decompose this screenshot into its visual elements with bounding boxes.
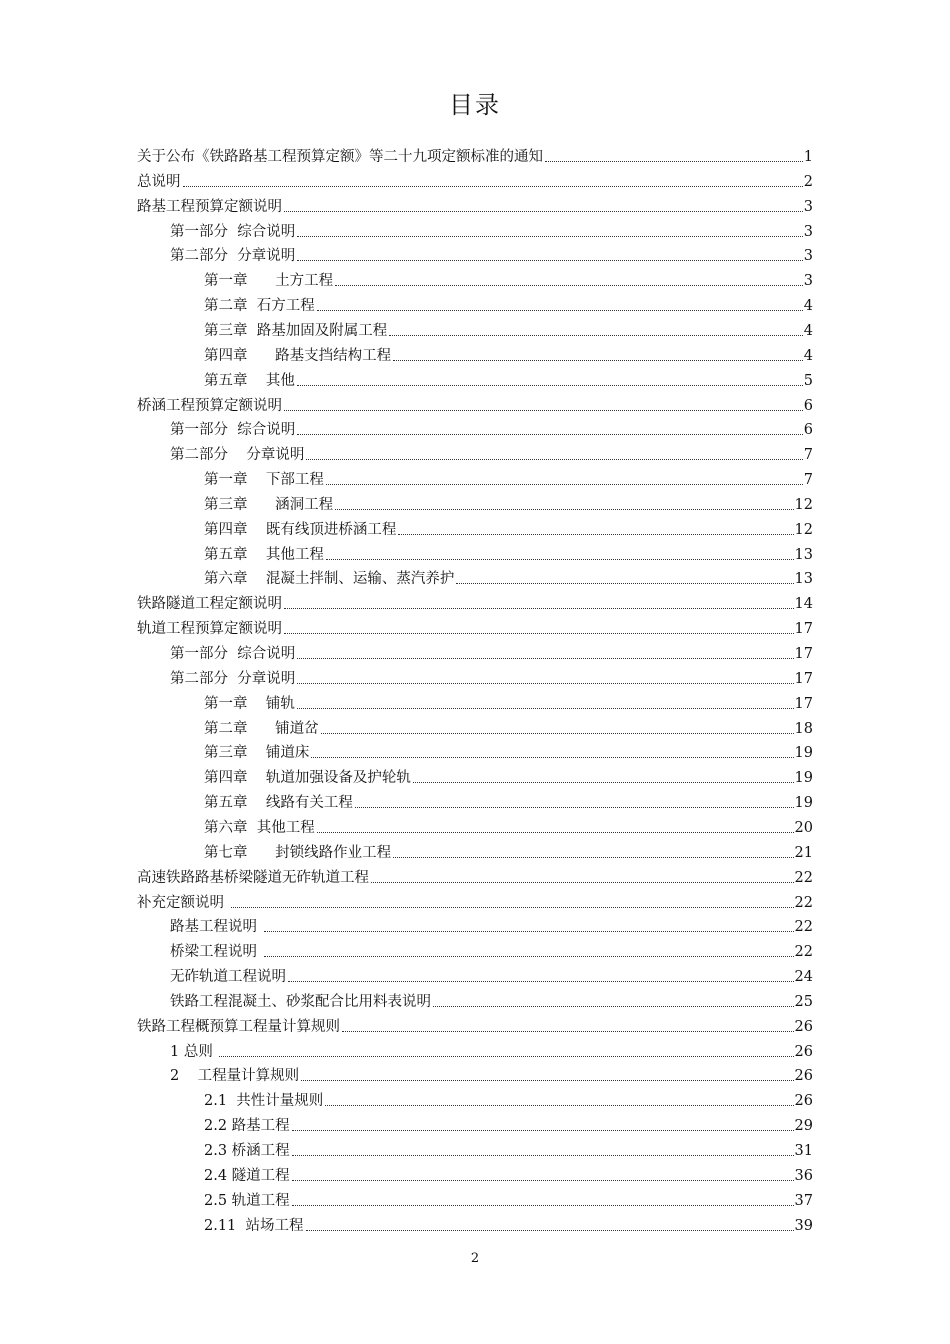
toc-entry[interactable] bbox=[170, 440, 813, 464]
toc-entry-label: 第二章 石方工程 bbox=[204, 298, 315, 315]
toc-dot-leader bbox=[284, 633, 794, 634]
toc-dot-leader bbox=[326, 559, 794, 560]
toc-dot-leader bbox=[335, 509, 793, 510]
toc-entry[interactable] bbox=[204, 1186, 813, 1210]
toc-dot-leader bbox=[389, 335, 803, 336]
toc-entry-page-number: 17 bbox=[794, 670, 813, 687]
toc-entry-page-number: 4 bbox=[803, 298, 813, 315]
toc-dot-leader bbox=[264, 956, 794, 957]
toc-entry-page-number: 26 bbox=[794, 1043, 813, 1060]
toc-entry-page-number: 4 bbox=[803, 347, 813, 364]
toc-entry[interactable] bbox=[204, 564, 813, 588]
toc-dot-leader bbox=[335, 285, 803, 286]
toc-dot-leader bbox=[456, 583, 793, 584]
toc-entry[interactable] bbox=[137, 589, 813, 613]
toc-dot-leader bbox=[413, 782, 794, 783]
toc-entry-label: 第一章 土方工程 bbox=[204, 273, 334, 290]
toc-entry-page-number: 31 bbox=[794, 1143, 813, 1159]
toc-dot-leader bbox=[306, 459, 802, 460]
toc-dot-leader bbox=[292, 1130, 794, 1131]
toc-dot-leader bbox=[342, 1031, 794, 1032]
toc-dot-leader bbox=[297, 236, 803, 237]
toc-entry-label: 第四章 路基支挡结构工程 bbox=[204, 347, 392, 364]
toc-entry-label: 第二部分 分章说明 bbox=[170, 248, 296, 265]
toc-entry[interactable] bbox=[204, 763, 813, 787]
toc-entry-label: 桥梁工程说明 bbox=[170, 944, 262, 961]
toc-entry-page-number: 20 bbox=[794, 819, 813, 836]
toc-entry-page-number: 2 bbox=[803, 173, 813, 190]
toc-entry[interactable] bbox=[137, 863, 813, 887]
toc-entry-label: 第二部分 分章说明 bbox=[170, 670, 296, 687]
toc-dot-leader bbox=[231, 907, 794, 908]
toc-entry-page-number: 22 bbox=[794, 919, 813, 936]
toc-entry-page-number: 7 bbox=[803, 447, 813, 464]
toc-entry-label: 2.3 桥涵工程 bbox=[204, 1143, 290, 1159]
toc-dot-leader bbox=[311, 757, 793, 758]
toc-dot-leader bbox=[297, 385, 803, 386]
toc-dot-leader bbox=[292, 1205, 794, 1206]
toc-entry-page-number: 36 bbox=[794, 1167, 813, 1184]
toc-entry-page-number: 17 bbox=[794, 695, 813, 712]
toc-entry-label: 高速铁路路基桥梁隧道无砟轨道工程 bbox=[137, 869, 369, 886]
toc-entry-page-number: 13 bbox=[794, 546, 813, 563]
toc-entry-page-number: 26 bbox=[794, 1018, 813, 1035]
toc-entry-page-number: 17 bbox=[794, 621, 813, 638]
toc-entry[interactable] bbox=[137, 142, 813, 166]
toc-entry-label: 第三章 涵洞工程 bbox=[204, 496, 334, 513]
toc-dot-leader bbox=[306, 1230, 794, 1231]
toc-entry-label: 2.5 轨道工程 bbox=[204, 1192, 290, 1209]
toc-entry-page-number: 3 bbox=[803, 273, 813, 290]
toc-entry-label: 2.1 共性计量规则 bbox=[204, 1093, 324, 1110]
toc-entry-label: 补充定额说明 bbox=[137, 894, 229, 911]
toc-entry[interactable] bbox=[204, 788, 813, 812]
toc-entry[interactable] bbox=[204, 366, 813, 390]
toc-dot-leader bbox=[292, 1180, 794, 1181]
toc-entry-label: 第四章 轨道加强设备及护轮轨 bbox=[204, 770, 411, 787]
toc-entry-label: 铁路工程概预算工程量计算规则 bbox=[137, 1018, 340, 1035]
page-number: 2 bbox=[470, 1251, 480, 1266]
toc-entry-label: 2.4 隧道工程 bbox=[204, 1167, 290, 1184]
toc-entry-label: 第五章 其他工程 bbox=[204, 546, 324, 563]
toc-dot-leader bbox=[284, 211, 803, 212]
toc-entry[interactable] bbox=[170, 937, 813, 961]
toc-dot-leader bbox=[393, 857, 793, 858]
toc-entry[interactable] bbox=[137, 614, 813, 638]
toc-entry[interactable] bbox=[170, 962, 813, 986]
toc-entry-label: 第二部分 分章说明 bbox=[170, 447, 305, 464]
toc-dot-leader bbox=[371, 882, 794, 883]
toc-entry-page-number: 4 bbox=[803, 322, 813, 339]
toc-entry-page-number: 13 bbox=[794, 571, 813, 588]
page-title: 目录 bbox=[449, 91, 501, 119]
toc-entry-page-number: 3 bbox=[803, 223, 813, 240]
toc-entry[interactable] bbox=[170, 987, 813, 1011]
toc-entry-label: 第一部分 综合说明 bbox=[170, 646, 296, 662]
toc-entry-label: 路基工程预算定额说明 bbox=[137, 198, 282, 215]
toc-entry[interactable] bbox=[204, 1136, 813, 1160]
toc-entry-label: 铁路隧道工程定额说明 bbox=[137, 596, 282, 613]
toc-entry[interactable] bbox=[204, 465, 813, 489]
toc-entry-page-number: 19 bbox=[794, 795, 813, 812]
toc-entry-label: 第一部分 综合说明 bbox=[170, 422, 296, 439]
toc-entry-label: 1 总则 bbox=[170, 1043, 218, 1060]
toc-entry-page-number: 22 bbox=[794, 894, 813, 911]
toc-entry[interactable] bbox=[170, 241, 813, 265]
toc-dot-leader bbox=[297, 708, 794, 709]
toc-entry[interactable] bbox=[137, 167, 813, 191]
toc-entry[interactable] bbox=[204, 714, 813, 738]
toc-dot-leader bbox=[398, 534, 793, 535]
toc-entry[interactable] bbox=[204, 689, 813, 713]
toc-dot-leader bbox=[393, 360, 803, 361]
toc-dot-leader bbox=[301, 1080, 793, 1081]
toc-entry[interactable] bbox=[170, 639, 813, 663]
toc-entry-page-number: 37 bbox=[794, 1192, 813, 1209]
toc-entry-page-number: 6 bbox=[803, 422, 813, 439]
toc-dot-leader bbox=[297, 434, 803, 435]
toc-entry[interactable] bbox=[204, 1086, 813, 1110]
toc-entry[interactable] bbox=[204, 1111, 813, 1135]
toc-entry[interactable] bbox=[204, 738, 813, 762]
toc-entry[interactable] bbox=[170, 217, 813, 241]
toc-entry[interactable] bbox=[204, 291, 813, 315]
toc-entry-label: 2.2 路基工程 bbox=[204, 1118, 290, 1135]
toc-entry-label: 第三章 路基加固及附属工程 bbox=[204, 322, 388, 339]
toc-entry-label: 第七章 封锁线路作业工程 bbox=[204, 844, 392, 861]
toc-entry-label: 总说明 bbox=[137, 173, 181, 190]
toc-entry[interactable] bbox=[204, 1211, 813, 1235]
toc-dot-leader bbox=[264, 931, 794, 932]
toc-entry-page-number: 26 bbox=[794, 1068, 813, 1085]
toc-entry-page-number: 29 bbox=[794, 1118, 813, 1135]
toc-dot-leader bbox=[183, 186, 803, 187]
toc-entry-page-number: 21 bbox=[794, 844, 813, 861]
toc-entry-label: 轨道工程预算定额说明 bbox=[137, 621, 282, 638]
toc-entry[interactable] bbox=[137, 391, 813, 415]
toc-entry-page-number: 18 bbox=[794, 720, 813, 737]
toc-entry-label: 2 工程量计算规则 bbox=[170, 1068, 300, 1085]
toc-entry-label: 铁路工程混凝土、砂浆配合比用料表说明 bbox=[170, 993, 431, 1010]
toc-entry[interactable] bbox=[204, 490, 813, 514]
toc-entry-label: 第一章 铺轨 bbox=[204, 695, 295, 712]
toc-dot-leader bbox=[219, 1056, 793, 1057]
toc-entry-page-number: 19 bbox=[794, 745, 813, 762]
toc-entry[interactable] bbox=[170, 664, 813, 688]
toc-entry-page-number: 7 bbox=[803, 472, 813, 489]
toc-entry-label: 关于公布《铁路路基工程预算定额》等二十九项定额标准的通知 bbox=[137, 149, 543, 165]
toc-entry-label: 第二章 铺道岔 bbox=[204, 720, 319, 737]
toc-dot-leader bbox=[326, 484, 803, 485]
toc-dot-leader bbox=[325, 1105, 793, 1106]
toc-entry[interactable] bbox=[204, 540, 813, 564]
toc-entry[interactable] bbox=[170, 1037, 813, 1061]
toc-dot-leader bbox=[545, 161, 803, 162]
toc-entry-page-number: 26 bbox=[794, 1093, 813, 1110]
toc-entry-label: 第三章 铺道床 bbox=[204, 745, 310, 762]
toc-dot-leader bbox=[297, 260, 803, 261]
toc-entry-label: 桥涵工程预算定额说明 bbox=[137, 397, 282, 414]
toc-dot-leader bbox=[284, 608, 794, 609]
toc-entry[interactable] bbox=[137, 888, 813, 912]
toc-entry-page-number: 1 bbox=[803, 149, 813, 165]
toc-entry[interactable] bbox=[204, 316, 813, 340]
toc-dot-leader bbox=[297, 683, 793, 684]
toc-entry-label: 第四章 既有线顶进桥涵工程 bbox=[204, 521, 397, 538]
toc-dot-leader bbox=[292, 1155, 794, 1156]
toc-dot-leader bbox=[433, 1006, 794, 1007]
toc-entry-label: 第六章 其他工程 bbox=[204, 819, 315, 836]
toc-entry-page-number: 3 bbox=[803, 198, 813, 215]
toc-entry[interactable] bbox=[204, 838, 813, 862]
toc-entry[interactable] bbox=[137, 192, 813, 216]
toc-entry[interactable] bbox=[204, 341, 813, 365]
toc-entry-page-number: 14 bbox=[794, 596, 813, 613]
toc-entry-label: 第六章 混凝土拌制、运输、蒸汽养护 bbox=[204, 571, 455, 588]
toc-entry-page-number: 17 bbox=[794, 646, 813, 662]
toc-entry-label: 2.11 站场工程 bbox=[204, 1217, 304, 1234]
toc-entry-page-number: 5 bbox=[803, 372, 813, 389]
toc-dot-leader bbox=[317, 832, 794, 833]
toc-dot-leader bbox=[355, 807, 794, 808]
toc-entry-page-number: 3 bbox=[803, 248, 813, 265]
toc-entry-page-number: 24 bbox=[794, 969, 813, 986]
toc-entry-page-number: 39 bbox=[794, 1217, 813, 1234]
toc-dot-leader bbox=[297, 658, 793, 659]
toc-entry-label: 路基工程说明 bbox=[170, 919, 262, 936]
toc-entry-label: 第五章 线路有关工程 bbox=[204, 795, 353, 812]
toc-entry[interactable] bbox=[204, 813, 813, 837]
toc-entry-page-number: 12 bbox=[794, 521, 813, 538]
toc-dot-leader bbox=[321, 733, 794, 734]
toc-entry-page-number: 6 bbox=[803, 397, 813, 414]
toc-entry[interactable] bbox=[137, 1012, 813, 1036]
toc-entry-label: 第一部分 综合说明 bbox=[170, 223, 296, 240]
toc-entry-label: 无砟轨道工程说明 bbox=[170, 969, 286, 986]
toc-entry-page-number: 22 bbox=[794, 869, 813, 886]
toc-entry[interactable] bbox=[204, 1161, 813, 1185]
toc-dot-leader bbox=[317, 310, 803, 311]
toc-entry[interactable] bbox=[170, 1061, 813, 1085]
toc-entry-page-number: 25 bbox=[794, 993, 813, 1010]
toc-entry-page-number: 22 bbox=[794, 944, 813, 961]
toc-entry-label: 第一章 下部工程 bbox=[204, 472, 324, 489]
toc-entry[interactable] bbox=[204, 266, 813, 290]
toc-entry[interactable] bbox=[204, 515, 813, 539]
toc-entry-page-number: 12 bbox=[794, 496, 813, 513]
toc-dot-leader bbox=[284, 410, 803, 411]
toc-entry-page-number: 19 bbox=[794, 770, 813, 787]
toc-entry[interactable] bbox=[170, 415, 813, 439]
toc-dot-leader bbox=[288, 981, 794, 982]
toc-entry[interactable] bbox=[170, 912, 813, 936]
toc-entry-label: 第五章 其他 bbox=[204, 372, 295, 389]
